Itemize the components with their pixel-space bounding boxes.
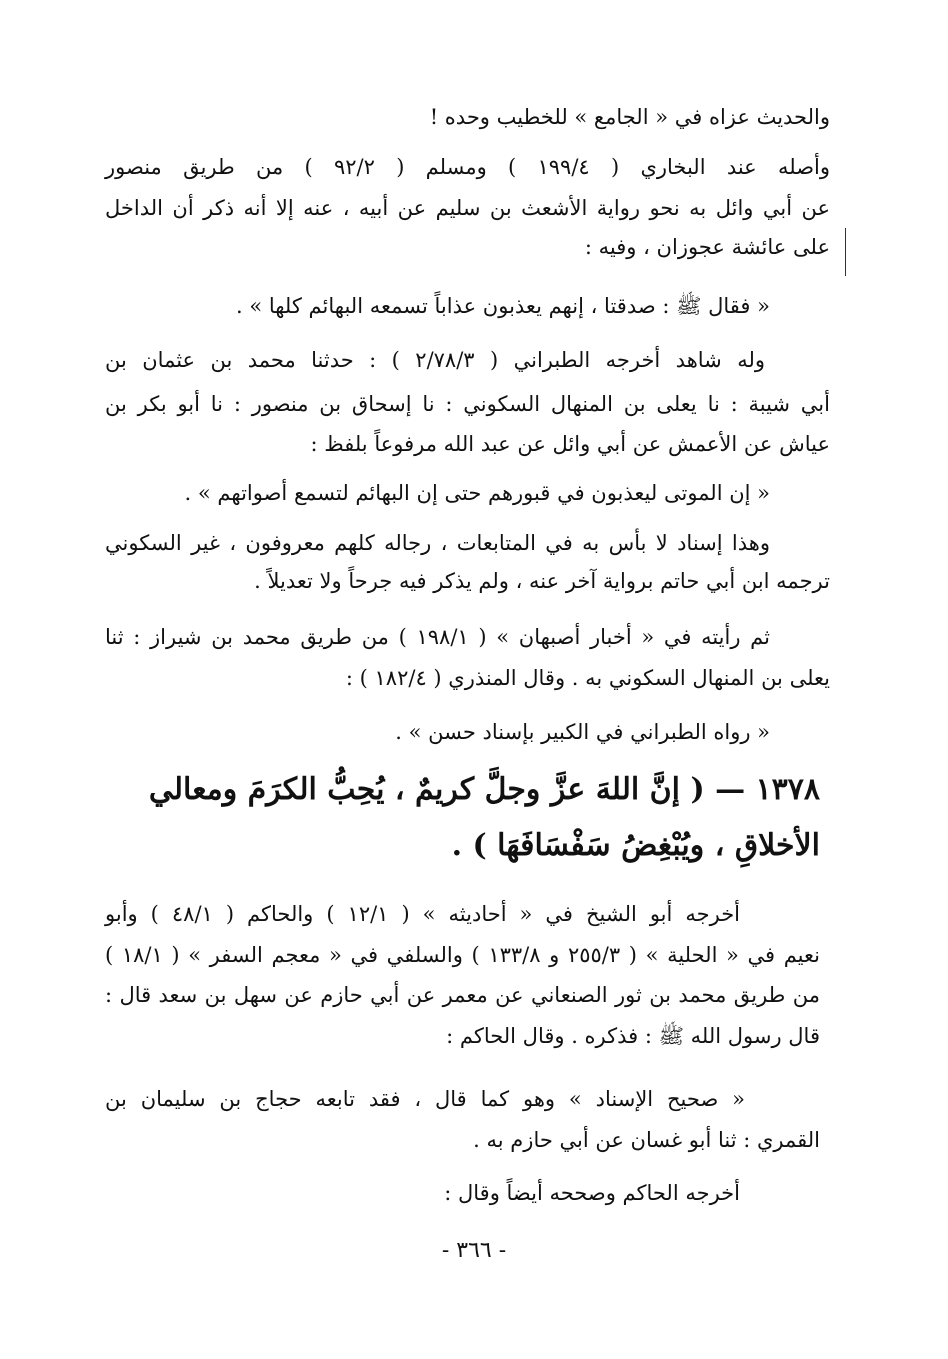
text-line: عن أبي وائل به نحو رواية الأشعث بن سليم عن أبيه ، عنه إلا أنه ذكر أن الداخل	[105, 196, 830, 220]
quoted-text: « إن الموتى ليعذبون في قبورهم حتى إن البهائم لتسمع أصواتهم » .	[184, 481, 770, 505]
quoted-text: « رواه الطبراني في الكبير بإسناد حسن » .	[395, 720, 770, 744]
text-line: وله شاهد أخرجه الطبراني ( ٢/٧٨/٣ ) : حدثنا محمد بن عثمان بن	[105, 348, 765, 372]
quoted-text: « صحيح الإسناد » وهو كما قال ، فقد تابعه حجاج بن سليمان بن	[105, 1087, 745, 1111]
text-line: من طريق محمد بن ثور الصنعاني عن معمر عن أبي حازم عن سهل بن سعد قال :	[105, 983, 820, 1007]
text-line: قال رسول الله ﷺ : فذكره . وقال الحاكم :	[446, 1024, 820, 1048]
text-line: وأصله عند البخاري ( ١٩٩/٤ ) ومسلم ( ٩٢/٢ ) من طريق منصور	[105, 155, 831, 179]
quoted-text: « فقال ﷺ : صدقتا ، إنهم يعذبون عذاباً تسمعه البهائم كلها » .	[235, 294, 770, 318]
text-line: وهذا إسناد لا بأس به في المتابعات ، رجاله كلهم معروفون ، غير السكوني	[105, 531, 770, 555]
hadith-heading: الأخلاقِ ، ويُبْغِضُ سَفْسَافَهَا ) .	[451, 828, 820, 863]
page-number: - ٣٦٦ -	[441, 1238, 507, 1263]
margin-rule	[845, 228, 846, 276]
text-line: يعلى بن المنهال السكوني به . وقال المنذري ( ١٨٢/٤ ) :	[345, 666, 830, 690]
text-line: نعيم في « الحلية » ( ٢٥٥/٣ و ١٣٣/٨ ) والسلفي في « معجم السفر » ( ١٨/١ )	[105, 943, 820, 967]
text-line: ثم رأيته في « أخبار أصبهان » ( ١٩٨/١ ) من طريق محمد بن شيراز : ثنا	[105, 625, 770, 649]
text-line: أخرجه أبو الشيخ في « أحاديثه » ( ١٢/١ ) والحاكم ( ٤٨/١ ) وأبو	[105, 902, 741, 926]
text-line: على عائشة عجوزان ، وفيه :	[584, 235, 830, 259]
text-line: والحديث عزاه في « الجامع » للخطيب وحده !	[429, 105, 830, 129]
text-line: أخرجه الحاكم وصححه أيضاً وقال :	[444, 1181, 740, 1205]
text-line: القمري : ثنا أبو غسان عن أبي حازم به .	[473, 1128, 820, 1152]
text-line: عياش عن الأعمش عن أبي وائل عن عبد الله مرفوعاً بلفظ :	[310, 432, 830, 456]
text-line: ترجمه ابن أبي حاتم برواية آخر عنه ، ولم يذكر فيه جرحاً ولا تعديلاً .	[254, 569, 830, 593]
hadith-heading: ١٣٧٨ — ( إنَّ اللهَ عزَّ وجلَّ كريمٌ ، يُحِبُّ الكرَمَ ومعالي	[148, 772, 820, 807]
text-line: أبي شيبة : نا يعلى بن المنهال السكوني : نا إسحاق بن منصور : نا أبو بكر بن	[105, 392, 830, 416]
